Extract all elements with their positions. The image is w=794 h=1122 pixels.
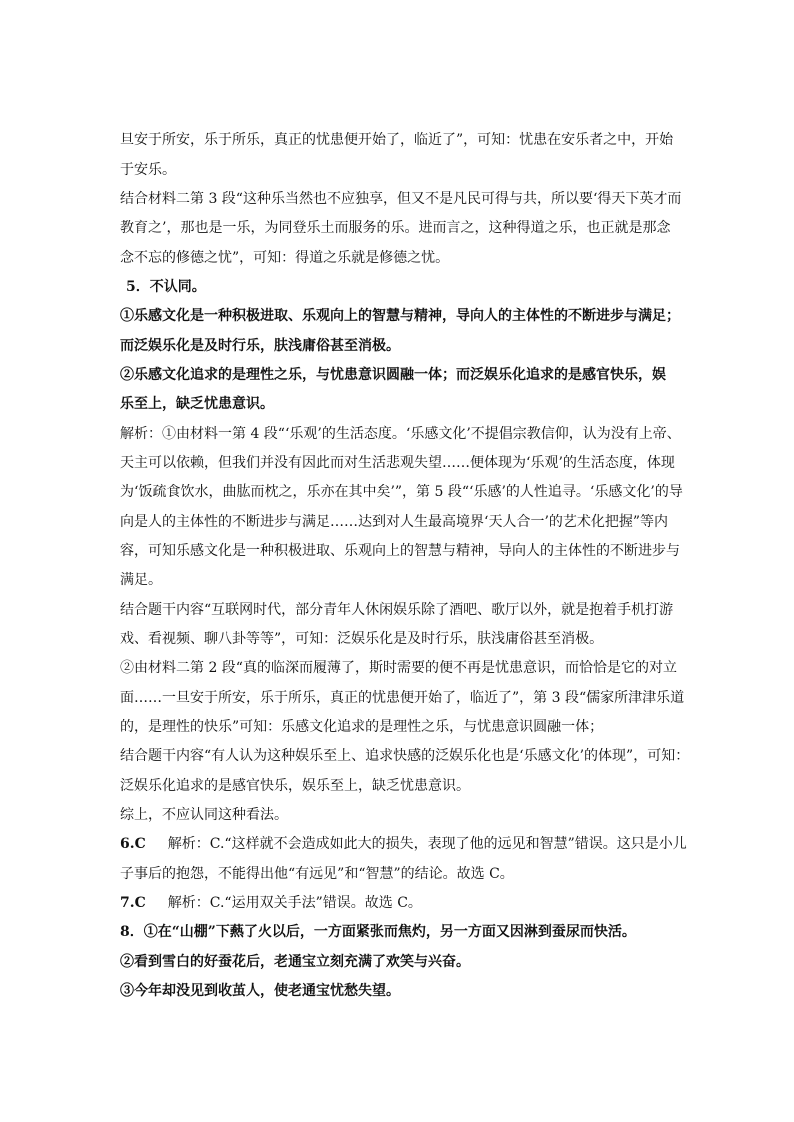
- para2-line3: 念不忘的修德之忧”，可知：得道之乐就是修德之忧。: [120, 250, 450, 266]
- q5-explanation4-line1: 结合题干内容“有人认为这种娱乐至上、追求快感的泛娱乐化也是‘乐感文化’的体现”，可知：: [120, 748, 690, 764]
- para2-line2: 教育之’，那也是一乐，为同登乐土而服务的乐。进而言之，这种得道之乐，也正就是那念: [120, 220, 671, 236]
- q5-explanation2-line2: 戏、看视频、聊八卦等等”，可知：泛娱乐化是及时行乐，肤浅庸俗甚至消极。: [120, 631, 604, 647]
- q5-explanation3-line1: ②由材料二第 2 段“真的临深而履薄了，斯时需要的便不再是忧患意识，而恰恰是它的对立: [120, 660, 677, 676]
- q5-explanation4-line2: 泛娱乐化追求的是感官快乐，娱乐至上，缺乏忧患意识。: [120, 778, 470, 794]
- q5-answer2-line2: 乐至上，缺乏忧患意识。: [120, 396, 274, 412]
- q5-answer1-line2: 而泛娱乐化是及时行乐，肤浅庸俗甚至消极。: [120, 338, 400, 354]
- q5-header: 5．不认同。: [126, 279, 206, 295]
- q5-explanation1-line6: 满足。: [120, 572, 162, 588]
- q5-explanation1-line5: 容，可知乐感文化是一种积极进取、乐观向上的智慧与精神，导向人的主体性的不断进步与: [120, 543, 680, 559]
- q7-number: 7.C: [120, 895, 146, 911]
- para1-line2: 于安乐。: [120, 162, 176, 178]
- q5-explanation3-line3: 的，是理性的快乐”可知：乐感文化追求的是理性之乐，与忧患意识圆融一体；: [120, 719, 604, 735]
- q5-explanation3-line2: 面……一旦安于所安，乐于所乐，真正的忧患便开始了，临近了”，第 3 段“儒家所津津乐道: [120, 690, 685, 706]
- q5-explanation2-line1: 结合题干内容“互联网时代，部分青年人休闲娱乐除了酒吧、歌厅以外，就是抱着手机打游: [120, 602, 674, 618]
- q5-explanation1-line3: 为‘饭疏食饮水，曲肱而枕之，乐亦在其中矣’”，第 5 段“‘乐感’的人性追寻。‘乐感文化’的导: [120, 484, 683, 500]
- q5-explanation1-line4: 向是人的主体性的不断进步与满足……达到对人生最高境界‘天人合一’的艺术化把握”等内: [120, 514, 669, 530]
- q8-answer-line1: 8．①在“山棚”下爇了火以后，一方面紧张而焦灼，另一方面又因淋到蚕尿而快活。: [120, 924, 636, 940]
- q7-line1: [120, 893, 422, 913]
- q7-explanation: 解析：C.“运用双关手法”错误。故选 C。: [167, 895, 422, 911]
- q8-answer-line2: ②看到雪白的好蚕花后，老通宝立刻充满了欢笑与兴奋。: [120, 954, 470, 970]
- q6-number: 6.C: [120, 836, 146, 852]
- q5-conclusion: 综上，不应认同这种看法。: [120, 807, 288, 823]
- q6-explanation-line1: 解析：C.“这样就不会造成如此大的损失，表现了他的远见和智慧”错误。这只是小儿: [167, 836, 687, 852]
- para2-line1: 结合材料二第 3 段“这种乐当然也不应独享，但又不是凡民可得与共，所以要‘得天下英才而: [120, 191, 682, 207]
- q5-explanation1-line1: 解析：①由材料一第 4 段“‘乐观’的生活态度。‘乐感文化’不提倡宗教信仰，认为没有上帝、: [120, 426, 681, 442]
- q5-answer1-line1: ①乐感文化是一种积极进取、乐观向上的智慧与精神，导向人的主体性的不断进步与满足；: [120, 308, 680, 324]
- para1-line1: 旦安于所安，乐于所乐，真正的忧患便开始了，临近了”，可知：忧患在安乐者之中，开始: [120, 132, 674, 148]
- q6-explanation-line2: 子事后的抱怨，不能得出他“有远见”和“智慧”的结论。故选 C。: [120, 866, 514, 882]
- q5-explanation1-line2: 天主可以依赖，但我们并没有因此而对生活悲观失望……便体现为‘乐观’的生活态度，体现: [120, 455, 675, 471]
- q5-answer2-line1: ②乐感文化追求的是理性之乐，与忧患意识圆融一体；而泛娱乐化追求的是感官快乐，娱: [120, 367, 666, 383]
- q6-line1: [120, 834, 687, 854]
- q8-answer-line3: ③今年却没见到收茧人，使老通宝忧愁失望。: [120, 983, 400, 999]
